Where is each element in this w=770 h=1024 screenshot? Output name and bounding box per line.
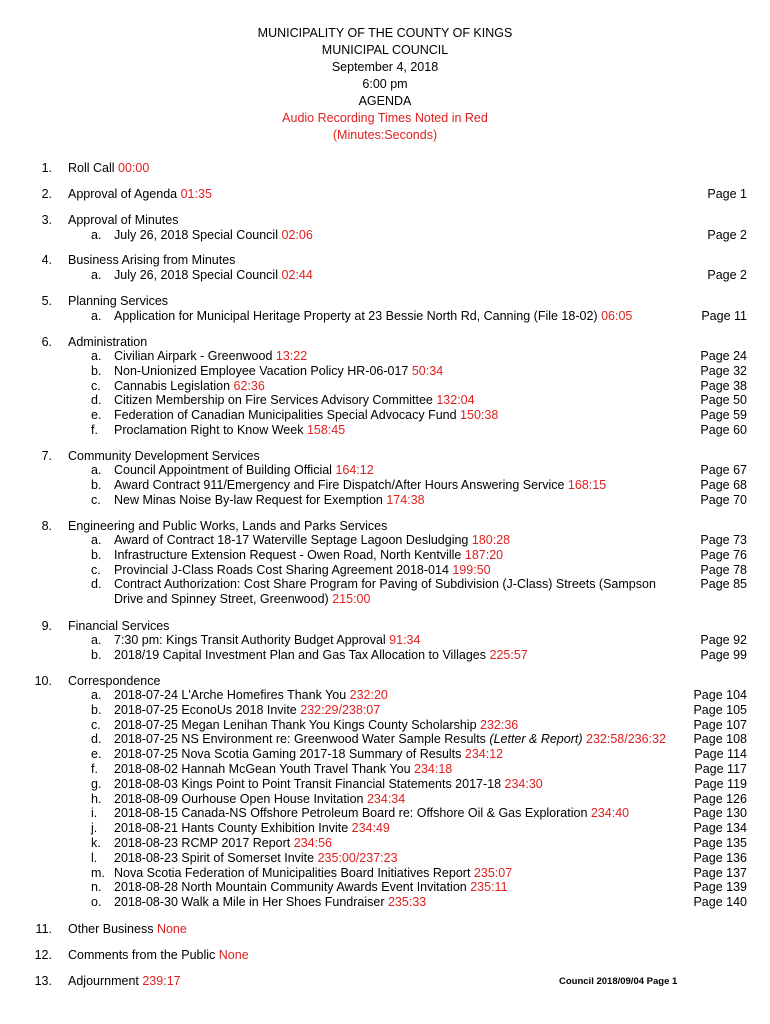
- subitem-letter: l.: [91, 850, 98, 865]
- subitem-text: 2018-07-24 L'Arche Homefires Thank You: [114, 688, 347, 702]
- page-ref: Page 99: [700, 647, 747, 662]
- agenda-subitem: [0, 880, 770, 895]
- subitem-text: 2018-08-09 Ourhouse Open House Invitation: [114, 791, 364, 806]
- agenda-item: [0, 294, 770, 309]
- page-ref: Page 59: [700, 408, 747, 423]
- audio-time: 234:30: [504, 776, 543, 791]
- agenda-item: [0, 519, 770, 534]
- subitem-text-line: [114, 792, 405, 807]
- subitem-letter: n.: [91, 880, 102, 895]
- agenda-subitem: [0, 548, 770, 563]
- council-title: MUNICIPAL COUNCIL: [321, 43, 449, 57]
- audio-time: 00:00: [118, 161, 150, 175]
- item-title: Approval of Minutes: [68, 213, 179, 227]
- subitem-text: 2018-08-30 Walk a Mile in Her Shoes Fundraiser: [114, 895, 385, 910]
- page-ref: Page 38: [700, 378, 747, 393]
- audio-time: 180:28: [471, 533, 511, 547]
- subitem-text-line: [114, 703, 380, 718]
- page-ref: Page 126: [693, 791, 747, 806]
- audio-time: 234:34: [366, 791, 406, 806]
- agenda-subitem: [0, 806, 770, 821]
- page-ref: Page 32: [700, 363, 747, 378]
- agenda-subitem: [0, 762, 770, 777]
- agenda-subitem: [0, 408, 770, 423]
- item-title-line: [68, 187, 212, 202]
- page-ref: Page 24: [700, 349, 747, 363]
- agenda-item: [0, 335, 770, 350]
- subitem-letter: f.: [91, 762, 98, 776]
- subitem-text: Contract Authorization: Cost Share Program for Paving of Subdivision (J-Class) Streets (Sampson: [114, 577, 656, 592]
- subitem-text: 2018-08-21 Hants County Exhibition Invite: [114, 821, 349, 836]
- audio-time: 02:44: [281, 268, 313, 282]
- page-ref: Page 137: [693, 865, 747, 880]
- subitem-text: Council Appointment of Building Official: [114, 463, 332, 477]
- subitem-letter: m.: [91, 865, 105, 880]
- subitem-text: 2018-07-25 Nova Scotia Gaming 2017-18 Summary of Results: [114, 747, 462, 762]
- audio-time: 232:36: [480, 717, 519, 732]
- agenda-item: [0, 619, 770, 634]
- subitem-text: 2018-08-28 North Mountain Community Awards Event Invitation: [114, 880, 467, 895]
- subitem-text: July 26, 2018 Special Council: [114, 228, 278, 242]
- audio-time: 91:34: [389, 633, 421, 647]
- subitem-text-line: [114, 718, 518, 733]
- agenda-subitem: [0, 633, 770, 648]
- subitem-text-line: [114, 577, 656, 592]
- subitem-letter: g.: [91, 776, 102, 791]
- audio-time: 01:35: [180, 187, 212, 201]
- subitem-text-line: [114, 895, 426, 910]
- subitem-text: 2018/19 Capital Investment Plan and Gas Tax Allocation to Villages: [114, 647, 486, 662]
- agenda-subitem: [0, 777, 770, 792]
- page-ref: Page 2: [707, 228, 747, 242]
- page-ref: Page 60: [700, 423, 747, 437]
- subitem-text-line: [114, 806, 629, 821]
- subitem-text: 2018-08-23 RCMP 2017 Report: [114, 836, 291, 850]
- item-number: 1.: [41, 161, 52, 175]
- subitem-letter: e.: [91, 408, 102, 423]
- item-title-line: [68, 674, 160, 689]
- audio-time: 234:18: [414, 762, 453, 776]
- subitem-letter: f.: [91, 423, 98, 437]
- subitem-text-line: [114, 866, 512, 881]
- audio-time: 235:00/237:23: [317, 850, 398, 865]
- agenda-subitem: [0, 268, 770, 283]
- subitem-text-line: [114, 592, 370, 607]
- subitem-text-line: [114, 563, 491, 578]
- item-title: Correspondence: [68, 674, 161, 688]
- audio-time: 234:49: [351, 821, 390, 836]
- page-ref: Page 2: [707, 268, 747, 282]
- item-title: Adjournment: [68, 974, 139, 988]
- page-ref: Page 119: [694, 776, 747, 791]
- audio-time: 234:40: [590, 806, 630, 821]
- agenda-subitem: [0, 747, 770, 762]
- subitem-text-line: [114, 836, 332, 851]
- page-ref: Page 78: [700, 562, 747, 577]
- audio-time: None: [156, 922, 187, 936]
- subitem-letter: b.: [91, 647, 102, 662]
- subitem-letter: c.: [91, 717, 101, 732]
- subitem-text-line: [114, 548, 503, 563]
- audio-time: 232:58/236:32: [586, 732, 666, 747]
- item-title: Engineering and Public Works, Lands and Parks Services: [68, 519, 388, 533]
- page-ref: Page 68: [700, 477, 747, 492]
- page-ref: Page 1: [707, 187, 747, 201]
- item-title: Financial Services: [68, 619, 170, 633]
- page-ref: Page 50: [700, 393, 747, 408]
- page-ref: Page 85: [700, 577, 747, 592]
- item-number: 7.: [41, 449, 52, 463]
- subitem-text-line: [114, 821, 390, 836]
- item-number: 9.: [41, 619, 52, 633]
- subitem-text-line: [114, 851, 398, 866]
- subitem-text-line: [114, 408, 498, 423]
- subitem-letter: d.: [91, 393, 102, 408]
- agenda-item: [0, 161, 770, 176]
- audio-time: None: [218, 948, 249, 962]
- subitem-text-line: [114, 747, 503, 762]
- subitem-text-line: [114, 309, 632, 324]
- subitem-text: Nova Scotia Federation of Municipalities Board Initiatives Report: [114, 865, 471, 880]
- page-ref: Page 108: [693, 732, 747, 747]
- subitem-text: 2018-08-02 Hannah McGean Youth Travel Thank You: [114, 762, 411, 776]
- audio-time: 235:07: [473, 865, 513, 880]
- page-ref: Page 104: [693, 688, 747, 702]
- agenda-item: [0, 213, 770, 228]
- agenda-item: [0, 253, 770, 268]
- item-number: 13.: [34, 974, 52, 988]
- subitem-text: Award of Contract 18-17 Waterville Septage Lagoon Desludging: [114, 533, 469, 547]
- subitem-text: 2018-07-25 NS Environment re: Greenwood Water Sample Results: [114, 732, 486, 747]
- subitem-text: Proclamation Right to Know Week: [114, 423, 304, 437]
- item-title-line: [68, 974, 181, 989]
- item-number: 5.: [41, 294, 52, 308]
- audio-time: 132:04: [436, 393, 475, 408]
- subitem-text-line: [114, 688, 388, 703]
- page-ref: Page 136: [693, 850, 747, 865]
- subitem-text-line: [114, 364, 443, 379]
- subitem-letter: o.: [91, 895, 102, 910]
- item-number: 2.: [41, 187, 52, 201]
- agenda-subitem: [0, 563, 770, 578]
- subitem-letter: a.: [91, 688, 102, 702]
- subitem-text-line: [114, 777, 543, 792]
- agenda-subitem: [0, 423, 770, 438]
- agenda-subitem: [0, 851, 770, 866]
- subitem-text-line: [114, 648, 528, 663]
- subitem-text-line: [114, 393, 475, 408]
- subitem-text: 7:30 pm: Kings Transit Authority Budget Approval: [114, 633, 386, 647]
- page-ref: Page 117: [694, 762, 747, 776]
- agenda-subitem: [0, 792, 770, 807]
- subitem-letter: a.: [91, 309, 102, 323]
- subitem-text-line: [114, 268, 313, 283]
- agenda-item: [0, 948, 770, 963]
- item-title: Planning Services: [68, 294, 169, 308]
- subitem-text: 2018-07-25 Megan Lenihan Thank You Kings County Scholarship: [114, 717, 477, 732]
- subitem-text-line: [114, 493, 425, 508]
- page-ref: Page 70: [700, 492, 747, 507]
- subitem-text-line: [114, 762, 452, 777]
- subitem-text: New Minas Noise By-law Request for Exemption: [114, 492, 383, 507]
- page-ref: Page 130: [693, 806, 747, 821]
- audio-time: 199:50: [452, 562, 491, 577]
- item-title-line: [68, 619, 169, 634]
- subitem-letter: b.: [91, 477, 102, 492]
- agenda-subitem: [0, 228, 770, 243]
- subitem-text-line: [114, 379, 265, 394]
- agenda-subitem: [0, 895, 770, 910]
- item-number: 6.: [41, 335, 52, 349]
- audio-time: 174:38: [386, 492, 425, 507]
- page-ref: Page 114: [694, 747, 747, 762]
- agenda-subitem: [0, 309, 770, 324]
- agenda-subitem: [0, 478, 770, 493]
- subitem-letter: d.: [91, 577, 102, 592]
- subitem-text-line: [114, 880, 508, 895]
- item-number: 10.: [34, 674, 52, 688]
- page-ref: Page 134: [693, 821, 747, 836]
- audio-time: 62:36: [233, 378, 265, 393]
- subitem-letter: k.: [91, 836, 101, 850]
- agenda-subitem: [0, 533, 770, 548]
- meeting-time: 6:00 pm: [362, 77, 408, 91]
- item-title-line: [68, 161, 149, 176]
- subitem-text: Award Contract 911/Emergency and Fire Dispatch/After Hours Answering Service: [114, 477, 565, 492]
- agenda-subitem-continued: [0, 592, 770, 607]
- audio-time: 215:00: [332, 592, 371, 607]
- item-title-line: [68, 449, 260, 464]
- audio-time: 50:34: [411, 363, 444, 378]
- item-title: Community Development Services: [68, 449, 260, 463]
- municipality-title: MUNICIPALITY OF THE COUNTY OF KINGS: [257, 26, 513, 40]
- agenda-subitem: [0, 718, 770, 733]
- item-title: Other Business: [68, 922, 154, 936]
- agenda-item: [0, 449, 770, 464]
- agenda-subitem: [0, 493, 770, 508]
- agenda-item: [0, 187, 770, 202]
- page-ref: Page 73: [700, 533, 747, 547]
- page-footer: Council 2018/09/04 Page 1: [559, 976, 678, 987]
- audio-time: 168:15: [567, 477, 607, 492]
- item-number: 11.: [35, 922, 52, 936]
- subitem-text: 2018-07-25 EconoUs 2018 Invite: [114, 702, 297, 717]
- agenda-subitem: [0, 732, 770, 747]
- subitem-letter: a.: [91, 349, 102, 363]
- agenda-subitem: [0, 821, 770, 836]
- subitem-text: 2018-08-15 Canada-NS Offshore Petroleum Board re: Offshore Oil & Gas Exploration: [114, 806, 588, 821]
- audio-time: 02:06: [281, 228, 313, 242]
- subitem-letter: c.: [91, 562, 101, 577]
- subitem-text-line: [114, 732, 666, 747]
- subitem-text: July 26, 2018 Special Council: [114, 268, 278, 282]
- subitem-text-line: [114, 349, 307, 364]
- audio-time: 13:22: [275, 349, 308, 363]
- item-title-line: [68, 335, 147, 350]
- subitem-letter: a.: [91, 228, 102, 242]
- item-title-line: [68, 253, 235, 268]
- item-title-line: [68, 519, 387, 534]
- subitem-letter: h.: [91, 791, 102, 806]
- audio-units: (Minutes:Seconds): [332, 128, 438, 142]
- audio-time: 232:29/238:07: [300, 702, 381, 717]
- page-ref: Page 11: [701, 309, 747, 323]
- subitem-letter: c.: [91, 492, 101, 507]
- subitem-letter: b.: [91, 702, 102, 717]
- subitem-letter: b.: [91, 363, 102, 378]
- subitem-letter: a.: [91, 463, 102, 477]
- subitem-text-line: [114, 463, 374, 478]
- audio-time: 232:20: [349, 688, 388, 702]
- audio-time: 239:17: [142, 974, 181, 988]
- agenda-subitem: [0, 364, 770, 379]
- subitem-letter: c.: [91, 378, 101, 393]
- page-ref: Page 135: [693, 836, 747, 850]
- subitem-letter: b.: [91, 547, 102, 562]
- subitem-text: Civilian Airpark - Greenwood: [114, 349, 273, 363]
- audio-note: Audio Recording Times Noted in Red: [282, 111, 488, 125]
- audio-time: 235:11: [470, 880, 508, 895]
- item-number: 4.: [41, 253, 52, 267]
- subitem-text-line: [114, 478, 606, 493]
- agenda-subitem: [0, 463, 770, 478]
- agenda-title: AGENDA: [358, 94, 412, 108]
- subitem-text: Provincial J-Class Roads Cost Sharing Agreement 2018-014: [114, 562, 449, 577]
- item-number: 3.: [41, 213, 52, 227]
- subitem-text: Non-Unionized Employee Vacation Policy HR-06-017: [114, 363, 409, 378]
- agenda-subitem: [0, 393, 770, 408]
- item-title: Approval of Agenda: [68, 187, 178, 201]
- page-ref: Page 107: [693, 717, 747, 732]
- subitem-text: Cannabis Legislation: [114, 378, 231, 393]
- audio-time: 150:38: [460, 408, 499, 423]
- item-number: 12.: [34, 948, 52, 962]
- page-ref: Page 139: [693, 880, 747, 895]
- subitem-text: Application for Municipal Heritage Property at 23 Bessie North Rd, Canning (File 18-02): [114, 309, 598, 323]
- subitem-note: (Letter & Report): [489, 732, 583, 747]
- page-ref: Page 140: [693, 895, 747, 910]
- subitem-text: Citizen Membership on Fire Services Advisory Committee: [114, 393, 433, 408]
- agenda-subitem: [0, 379, 770, 394]
- meeting-date: September 4, 2018: [331, 60, 439, 74]
- subitem-letter: e.: [91, 747, 102, 762]
- item-title-line: [68, 213, 178, 228]
- audio-time: 235:33: [387, 895, 427, 910]
- subitem-letter: a.: [91, 533, 102, 547]
- subitem-text-line: [114, 228, 313, 243]
- page-ref: Page 105: [693, 702, 747, 717]
- audio-time: 187:20: [464, 547, 504, 562]
- audio-time: 158:45: [306, 423, 346, 437]
- agenda-subitem: [0, 648, 770, 663]
- subitem-text-cont: Drive and Spinney Street, Greenwood): [114, 592, 329, 607]
- item-title-line: [68, 294, 168, 309]
- agenda-subitem: [0, 688, 770, 703]
- agenda-subitem: [0, 577, 770, 592]
- subitem-letter: j.: [91, 821, 98, 836]
- page-ref: Page 76: [700, 547, 747, 562]
- page-ref: Page 67: [700, 463, 747, 477]
- audio-time: 225:57: [489, 647, 528, 662]
- subitem-letter: d.: [91, 732, 102, 747]
- audio-time: 06:05: [601, 309, 633, 323]
- subitem-text-line: [114, 533, 510, 548]
- agenda-item: [0, 922, 770, 937]
- subitem-text: 2018-08-23 Spirit of Somerset Invite: [114, 850, 315, 865]
- item-title: Comments from the Public: [68, 948, 216, 962]
- subitem-text: Infrastructure Extension Request - Owen Road, North Kentville: [114, 547, 462, 562]
- item-title-line: [68, 922, 187, 937]
- subitem-text-line: [114, 423, 345, 438]
- item-number: 8.: [41, 519, 52, 533]
- agenda-item: [0, 674, 770, 689]
- audio-time: 164:12: [335, 463, 374, 477]
- audio-time: 234:12: [464, 747, 504, 762]
- subitem-text-line: [114, 633, 420, 648]
- subitem-text: Federation of Canadian Municipalities Special Advocacy Fund: [114, 408, 457, 423]
- agenda-subitem: [0, 836, 770, 851]
- agenda-subitem: [0, 866, 770, 881]
- subitem-text: 2018-08-03 Kings Point to Point Transit Financial Statements 2017-18: [114, 776, 502, 791]
- subitem-letter: i.: [91, 806, 98, 821]
- agenda-subitem: [0, 349, 770, 364]
- item-title: Business Arising from Minutes: [68, 253, 236, 267]
- audio-time: 234:56: [293, 836, 332, 850]
- subitem-letter: a.: [91, 268, 102, 282]
- agenda-subitem: [0, 703, 770, 718]
- item-title-line: [68, 948, 249, 963]
- page-ref: Page 92: [700, 633, 747, 647]
- subitem-letter: a.: [91, 633, 102, 647]
- item-title: Roll Call: [68, 161, 115, 175]
- item-title: Administration: [68, 335, 148, 349]
